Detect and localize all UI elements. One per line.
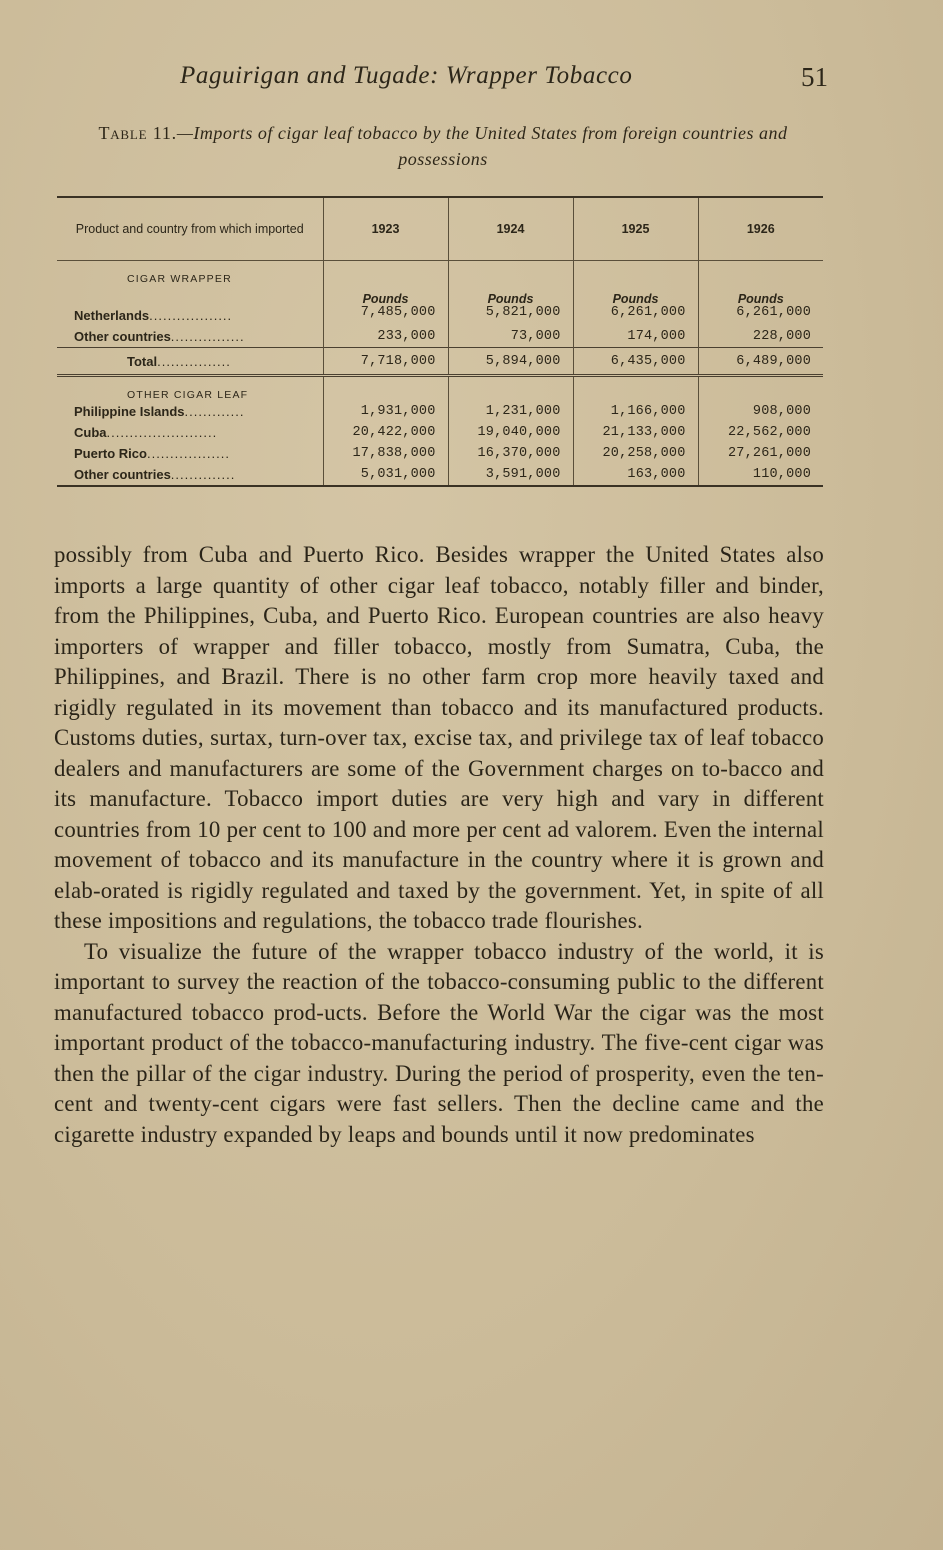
cell-value: 1,166,000 — [573, 401, 698, 422]
cell-value: 22,562,000 — [698, 422, 823, 443]
table-row — [57, 305, 823, 326]
unit-row — [57, 285, 823, 305]
section-row — [57, 261, 823, 286]
year-header: 1926 — [698, 197, 823, 261]
cell-value: 6,435,000 — [573, 348, 698, 376]
table-caption-text: —Imports of cigar leaf tobacco by the United States from foreign countries and possessions — [176, 123, 788, 169]
cell-value: 7,485,000 — [323, 305, 448, 326]
cell-value: 228,000 — [698, 326, 823, 348]
table-row — [57, 464, 823, 486]
table-row — [57, 422, 823, 443]
cell-value: 110,000 — [698, 464, 823, 486]
year-header: 1925 — [573, 197, 698, 261]
row-label: Puerto Rico.................. — [74, 446, 230, 461]
section-label-cigar-wrapper: CIGAR WRAPPER — [127, 273, 232, 285]
row-label: Netherlands.................. — [74, 308, 233, 323]
imports-table — [57, 196, 823, 514]
total-row — [57, 348, 823, 376]
cell-value: 21,133,000 — [573, 422, 698, 443]
cell-value: 27,261,000 — [698, 443, 823, 464]
cell-value: 1,231,000 — [448, 401, 573, 422]
section-label-other-cigar-leaf: OTHER CIGAR LEAF — [127, 389, 249, 401]
cell-value: 73,000 — [448, 326, 573, 348]
stub-header: Product and country from which imported — [57, 197, 323, 261]
row-label: Cuba........................ — [74, 425, 218, 440]
cell-value: 233,000 — [323, 326, 448, 348]
section-row — [57, 376, 823, 402]
cell-value: 1,931,000 — [323, 401, 448, 422]
unit-label: Pounds — [448, 285, 573, 305]
row-label: Other countries................ — [74, 329, 245, 344]
row-label: Other countries.............. — [74, 467, 236, 482]
cell-value: 6,489,000 — [698, 348, 823, 376]
unit-label: Pounds — [323, 285, 448, 305]
table-row — [57, 326, 823, 348]
cell-value: 6,261,000 — [698, 305, 823, 326]
cell-value: 20,422,000 — [323, 422, 448, 443]
cell-value: 908,000 — [698, 401, 823, 422]
paragraph: possibly from Cuba and Puerto Rico. Besides wrapper the United States also imports a large quantity of other cigar leaf tobacco, notably filler and binder, from the Philippines, Cuba, and Puerto Rico. European countries are also heavy importers of wrapper and filler tobacco, mostly from Sumatra, Cuba, the Philippines, and Brazil. There is no other farm crop more heavily taxed and rigidly regulated in its movement than tobacco and its manufactured products. Customs duties, surtax, turn-over tax, excise tax, and privilege tax of leaf tobacco dealers and manufacturers are some of the Government charges on to-bacco and its manufacture. Tobacco import duties are very high and vary in different countries from 10 per cent to 100 and more per cent ad valorem. Even the internal movement of tobacco and its manufacture in the country where it is grown and elab-orated is rigidly regulated and taxed by the government. Yet, in spite of all these impositions and regulations, the tobacco trade flourishes. — [54, 542, 824, 933]
page-number: 51 — [801, 62, 828, 92]
unit-label: Pounds — [698, 285, 823, 305]
cell-value: 7,718,000 — [323, 348, 448, 376]
table-row — [57, 443, 823, 464]
cell-value: 5,821,000 — [448, 305, 573, 326]
cell-value: 5,894,000 — [448, 348, 573, 376]
table-row — [57, 401, 823, 422]
cell-value: 17,838,000 — [323, 443, 448, 464]
cell-value: 174,000 — [573, 326, 698, 348]
cell-value: 163,000 — [573, 464, 698, 486]
cell-value: 3,591,000 — [448, 464, 573, 486]
cell-value: 5,031,000 — [323, 464, 448, 486]
cell-value: 19,040,000 — [448, 422, 573, 443]
cell-value: 6,261,000 — [573, 305, 698, 326]
cell-value: 20,258,000 — [573, 443, 698, 464]
paragraph: To visualize the future of the wrapper tobacco industry of the world, it is important to survey the reaction of the tobacco-consuming public to the different manufactured tobacco prod-ucts. Before the World War the cigar was the most important product of the tobacco-manufacturing industry. The five-cent cigar was then the pillar of the cigar industry. During the period of prosperity, even the ten-cent and twenty-cent cigars were fast sellers. Then the decline came and the cigarette industry expanded by leaps and bounds until it now predominates — [54, 938, 824, 1147]
cell-value: 16,370,000 — [448, 443, 573, 464]
row-label: Total................ — [57, 348, 323, 376]
year-header: 1923 — [323, 197, 448, 261]
running-head — [180, 62, 828, 102]
row-label: Philippine Islands............. — [74, 404, 245, 419]
unit-label: Pounds — [573, 285, 698, 305]
table-caption — [58, 120, 828, 172]
body-text — [54, 540, 824, 1150]
running-title: Paguirigan and Tugade: Wrapper Tobacco — [180, 62, 633, 89]
table-header-row — [57, 197, 823, 261]
year-header: 1924 — [448, 197, 573, 261]
table-caption-label: Table 11. — [98, 123, 177, 143]
